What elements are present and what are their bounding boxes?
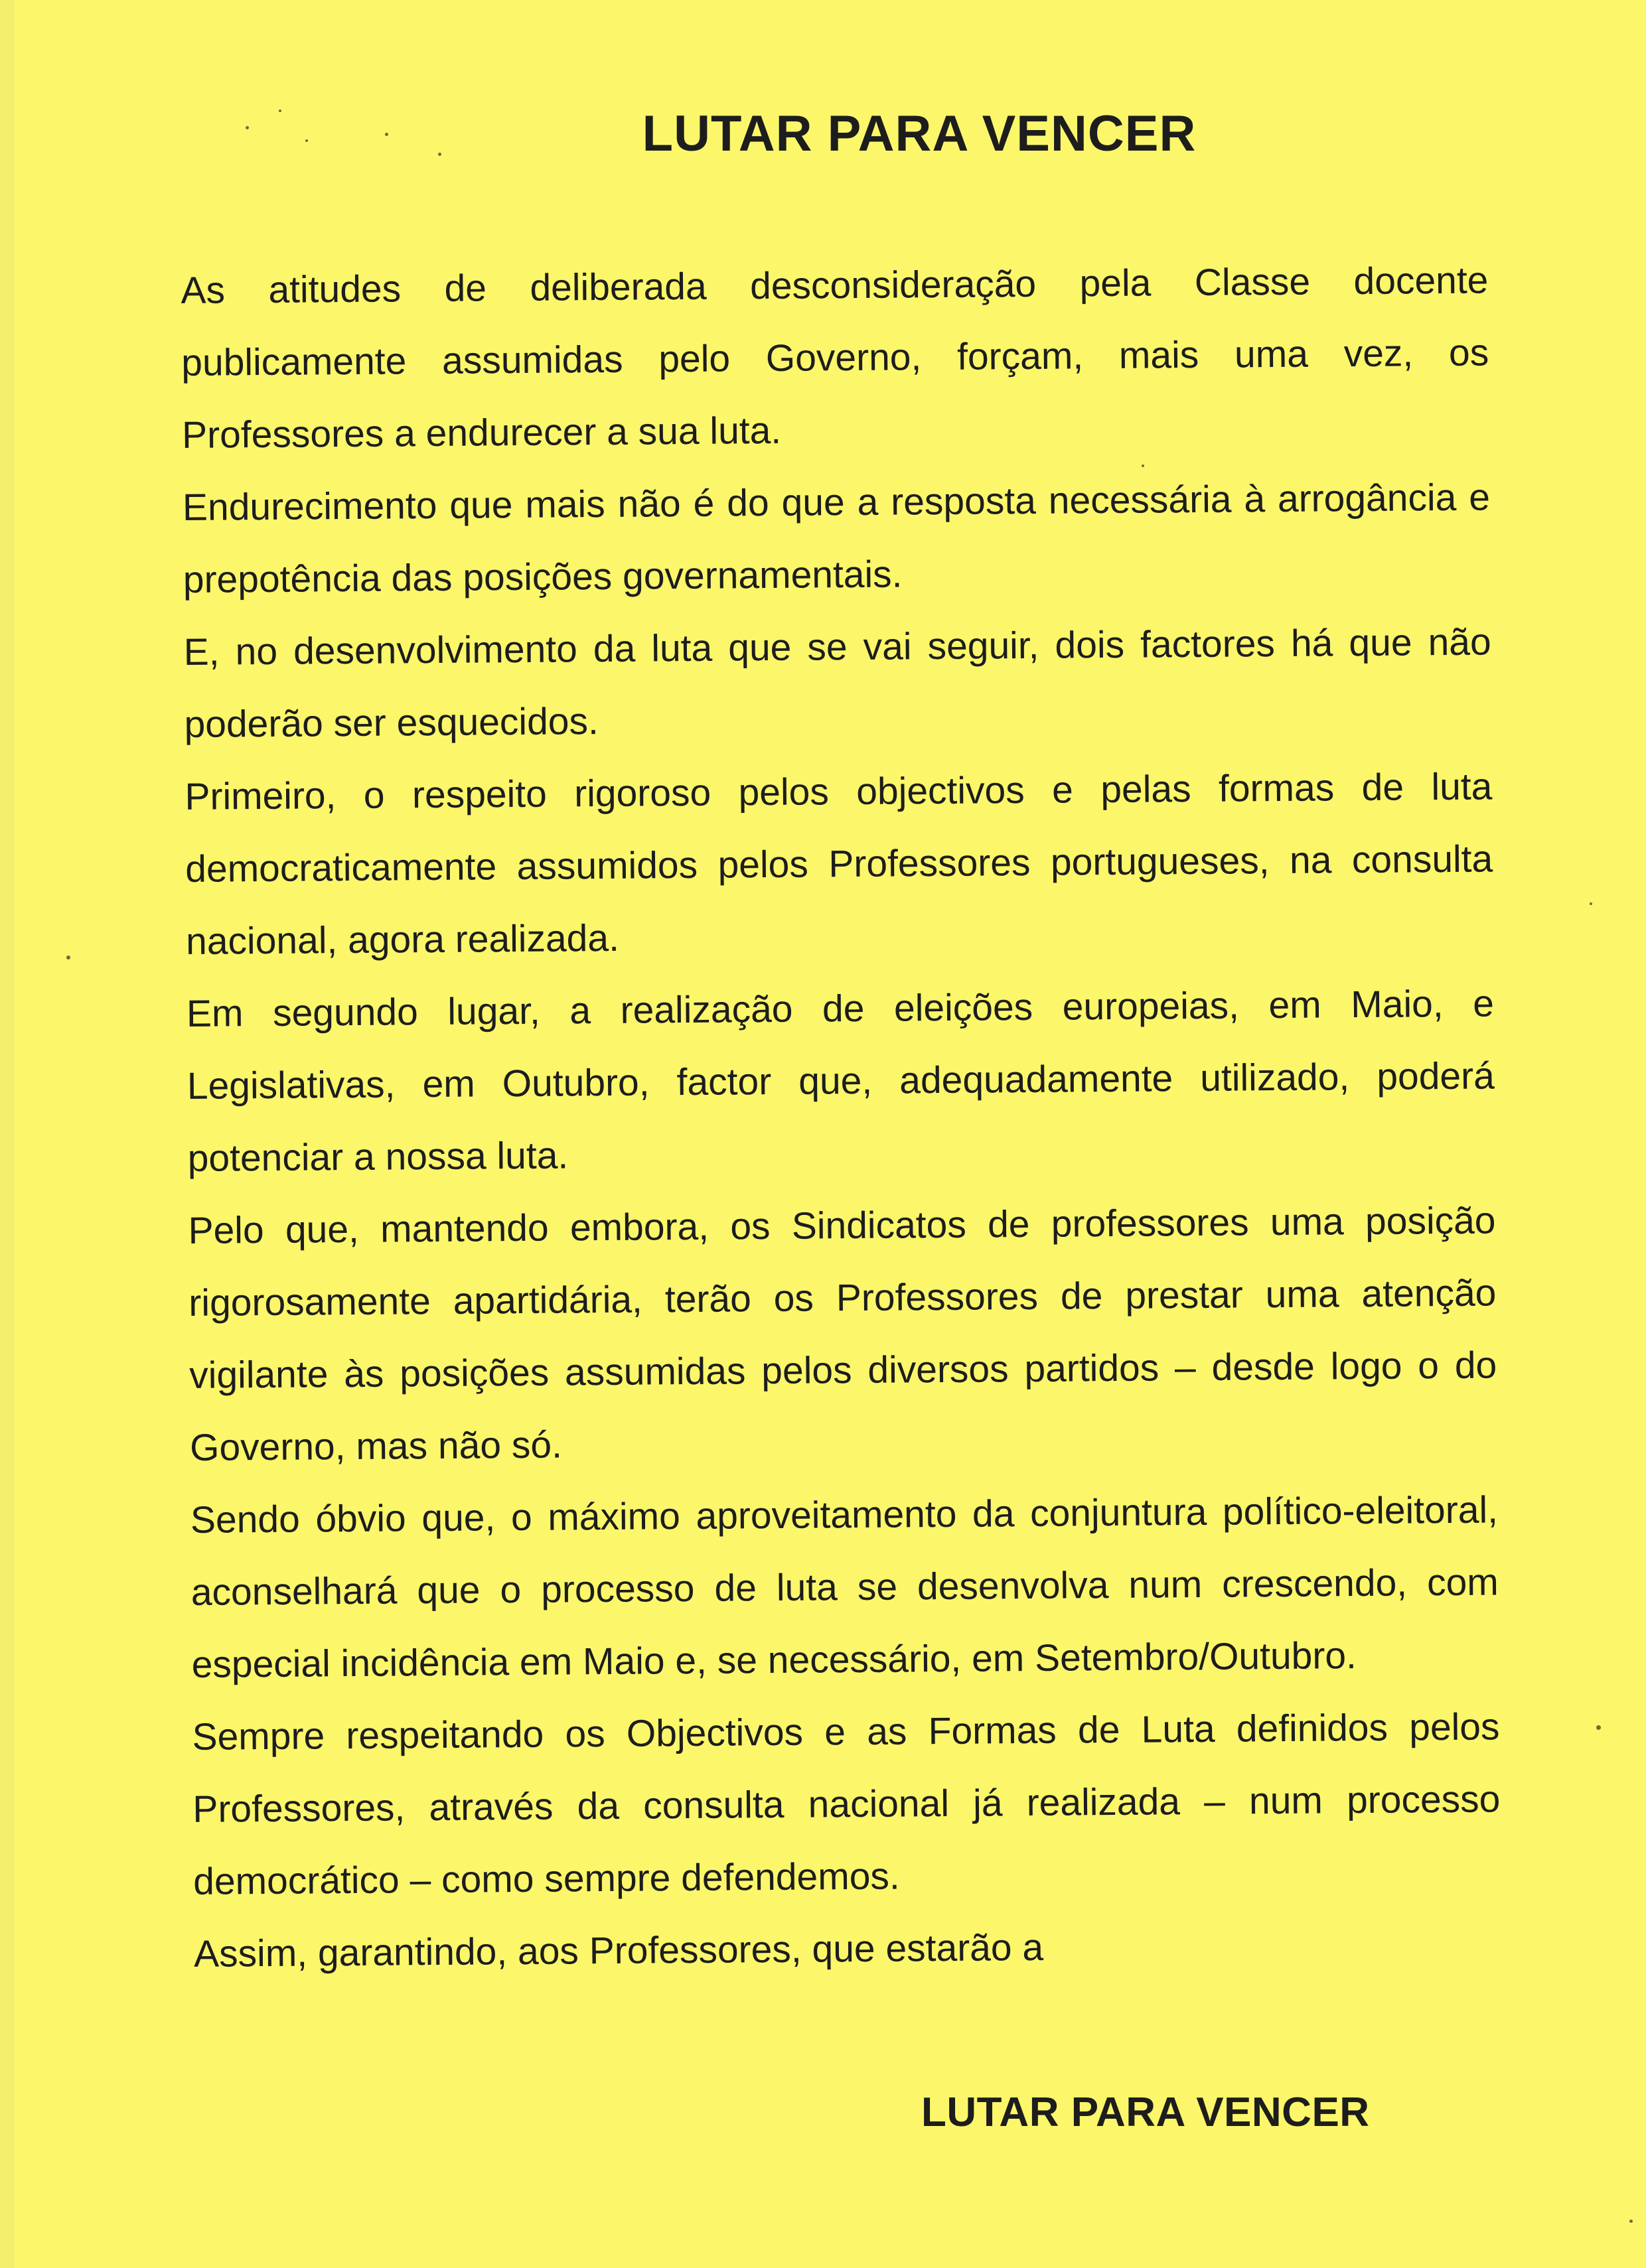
- paragraph: Primeiro, o respeito rigoroso pelos objectivos e pelas formas de luta democraticamente assumidos pelos Professores portugueses, na consulta nacional, agora realizada.: [185, 765, 1493, 963]
- paragraph: Sempre respeitando os Objectivos e as Formas de Luta definidos pelos Professores, através da consulta nacional já realizada – num processo democrático – como sempre defendemos.: [192, 1705, 1501, 1903]
- document-title: LUTAR PARA VENCER: [642, 106, 1197, 162]
- paragraph: Em segundo lugar, a realização de eleições europeias, em Maio, e Legislativas, em Outubro, factor que, adequadamente utilizado, poderá potenciar a nossa luta.: [186, 982, 1495, 1180]
- paper-left-edge: [0, 0, 15, 2268]
- paragraph: As atitudes de deliberada desconsideração pela Classe docente publicamente assumidas pelo Governo, forçam, mais uma vez, os Professores a endurecer a sua luta.: [181, 259, 1489, 457]
- scan-speck: [66, 956, 70, 959]
- closing-slogan: LUTAR PARA VENCER: [921, 2090, 1370, 2135]
- scan-speck: [1590, 902, 1592, 905]
- paragraph: Endurecimento que mais não é do que a resposta necessária à arrogância e prepotência das posições governamentais.: [182, 476, 1491, 601]
- paragraph: Assim, garantindo, aos Professores, que estarão a: [193, 1926, 1044, 1975]
- document-body: [181, 245, 1501, 1991]
- paragraph: Sendo óbvio que, o máximo aproveitamento da conjuntura político-eleitoral, aconselhará que o processo de luta se desenvolva num crescendo, com especial incidência em Maio e, se necessário, em Setembro/Outubro.: [190, 1488, 1499, 1686]
- scan-speck: [1596, 1725, 1601, 1730]
- paragraph: Pelo que, mantendo embora, os Sindicatos de professores uma posição rigorosamente apartidária, terão os Professores de prestar uma atenção vigilante às posições assumidas pelos diversos partidos – desde logo o do Governo, mas não só.: [188, 1199, 1497, 1469]
- scan-speck: [1629, 2220, 1633, 2223]
- paragraph: E, no desenvolvimento da luta que se vai seguir, dois factores há que não poderão ser esquecidos.: [183, 620, 1491, 746]
